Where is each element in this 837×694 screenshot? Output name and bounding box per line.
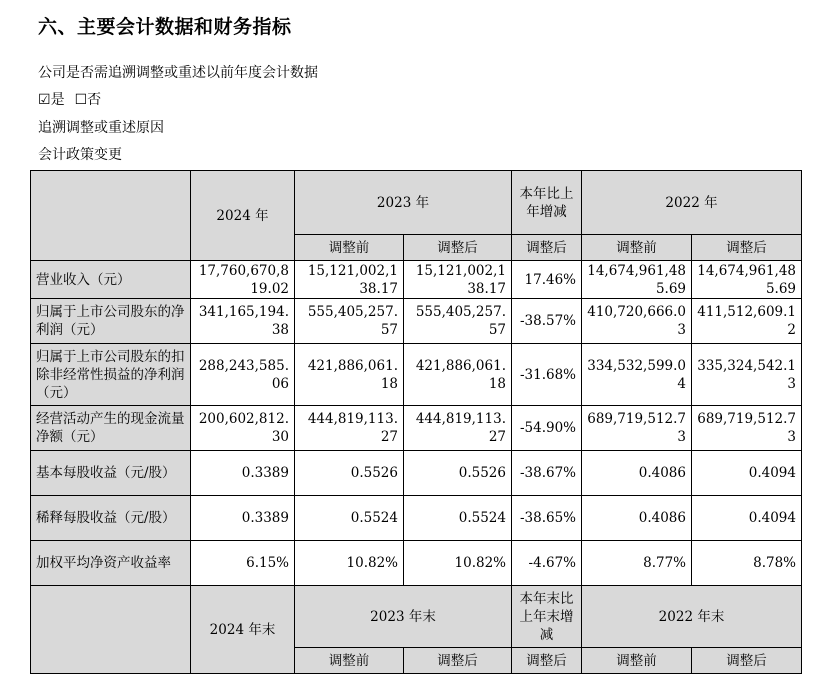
row-label: 归属于上市公司股东的净利润（元） (31, 299, 191, 344)
cell-2022-after: 689,719,512.73 (692, 406, 802, 451)
cell-2023-before: 0.5526 (295, 451, 404, 496)
header2-2023: 2023 年末 (295, 586, 512, 648)
cell-2022-before: 8.77% (582, 541, 692, 586)
cell-2022-before: 410,720,666.03 (582, 299, 692, 344)
cell-change: -38.67% (512, 451, 582, 496)
table-row (31, 299, 802, 344)
retro-reason: 会计政策变更 (38, 147, 122, 163)
unchecked-box-icon: ☐ (74, 92, 88, 108)
cell-change: -38.57% (512, 299, 582, 344)
cell-2023-before: 0.5524 (295, 496, 404, 541)
cell-2023-before: 444,819,113.27 (295, 406, 404, 451)
cell-2023-after: 444,819,113.27 (404, 406, 512, 451)
header-change-sub: 调整后 (512, 235, 582, 261)
cell-2024: 288,243,585.06 (191, 344, 295, 406)
cell-2023-before: 15,121,002,138.17 (295, 261, 404, 299)
table-row (31, 261, 802, 299)
table-row (31, 451, 802, 496)
retro-adjust-question: 公司是否需追溯调整或重述以前年度会计数据 (38, 65, 318, 81)
cell-2022-before: 0.4086 (582, 496, 692, 541)
cell-2022-after: 0.4094 (692, 496, 802, 541)
cell-2024: 0.3389 (191, 496, 295, 541)
cell-2022-after: 14,674,961,485.69 (692, 261, 802, 299)
header-blank (31, 171, 191, 261)
section-heading: 六、主要会计数据和财务指标 (38, 16, 292, 38)
retro-reason-title: 追溯调整或重述原因 (38, 120, 164, 136)
cell-2023-before: 555,405,257.57 (295, 299, 404, 344)
option-no[interactable] (75, 92, 102, 108)
table-row (31, 344, 802, 406)
cell-change: -38.65% (512, 496, 582, 541)
header2-blank (31, 586, 191, 674)
header-2022: 2022 年 (582, 171, 802, 235)
option-no-label: 否 (87, 92, 102, 108)
cell-2024: 0.3389 (191, 451, 295, 496)
header-2024: 2024 年 (191, 171, 295, 261)
cell-2023-after: 10.82% (404, 541, 512, 586)
cell-2024: 341,165,194.38 (191, 299, 295, 344)
cell-2023-before: 421,886,061.18 (295, 344, 404, 406)
checked-box-icon: ☑ (38, 92, 51, 108)
cell-2024: 17,760,670,819.02 (191, 261, 295, 299)
option-yes-label: 是 (50, 92, 65, 108)
cell-2022-after: 8.78% (692, 541, 802, 586)
header2-change-sub: 调整后 (512, 648, 582, 674)
table-row (31, 496, 802, 541)
cell-2023-after: 0.5524 (404, 496, 512, 541)
header-change: 本年比上年增减 (512, 171, 582, 235)
cell-2023-after: 555,405,257.57 (404, 299, 512, 344)
row-label: 加权平均净资产收益率 (31, 541, 191, 586)
financial-indicators-table (30, 170, 802, 674)
row-label: 稀释每股收益（元/股） (31, 496, 191, 541)
table-row (31, 406, 802, 451)
cell-2023-after: 421,886,061.18 (404, 344, 512, 406)
cell-2022-before: 14,674,961,485.69 (582, 261, 692, 299)
header-row-1 (31, 171, 802, 235)
cell-2023-before: 10.82% (295, 541, 404, 586)
cell-change: 17.46% (512, 261, 582, 299)
row-label: 归属于上市公司股东的扣除非经常性损益的净利润（元） (31, 344, 191, 406)
cell-2022-after: 0.4094 (692, 451, 802, 496)
row-label: 基本每股收益（元/股） (31, 451, 191, 496)
cell-2023-after: 15,121,002,138.17 (404, 261, 512, 299)
header2-row-1 (31, 586, 802, 648)
cell-2023-after: 0.5526 (404, 451, 512, 496)
header-2022-before: 调整前 (582, 235, 692, 261)
row-label: 经营活动产生的现金流量净额（元） (31, 406, 191, 451)
cell-2024: 200,602,812.30 (191, 406, 295, 451)
header2-2023-after: 调整后 (404, 648, 512, 674)
table-row (31, 541, 802, 586)
header-2023-before: 调整前 (295, 235, 404, 261)
header-2023: 2023 年 (295, 171, 512, 235)
cell-change: -4.67% (512, 541, 582, 586)
cell-change: -31.68% (512, 344, 582, 406)
table-body (31, 261, 802, 586)
cell-2022-before: 0.4086 (582, 451, 692, 496)
header2-2024: 2024 年末 (191, 586, 295, 674)
header-2022-after: 调整后 (692, 235, 802, 261)
header2-2022-before: 调整前 (582, 648, 692, 674)
header2-2022: 2022 年末 (582, 586, 802, 648)
cell-2022-after: 411,512,609.12 (692, 299, 802, 344)
cell-2022-before: 334,532,599.04 (582, 344, 692, 406)
header2-2022-after: 调整后 (692, 648, 802, 674)
cell-2024: 6.15% (191, 541, 295, 586)
retro-adjust-options (38, 89, 111, 109)
header-2023-after: 调整后 (404, 235, 512, 261)
option-yes[interactable] (38, 92, 65, 108)
cell-change: -54.90% (512, 406, 582, 451)
cell-2022-after: 335,324,542.13 (692, 344, 802, 406)
header2-change: 本年末比上年末增减 (512, 586, 582, 648)
row-label: 营业收入（元） (31, 261, 191, 299)
header2-2023-before: 调整前 (295, 648, 404, 674)
cell-2022-before: 689,719,512.73 (582, 406, 692, 451)
